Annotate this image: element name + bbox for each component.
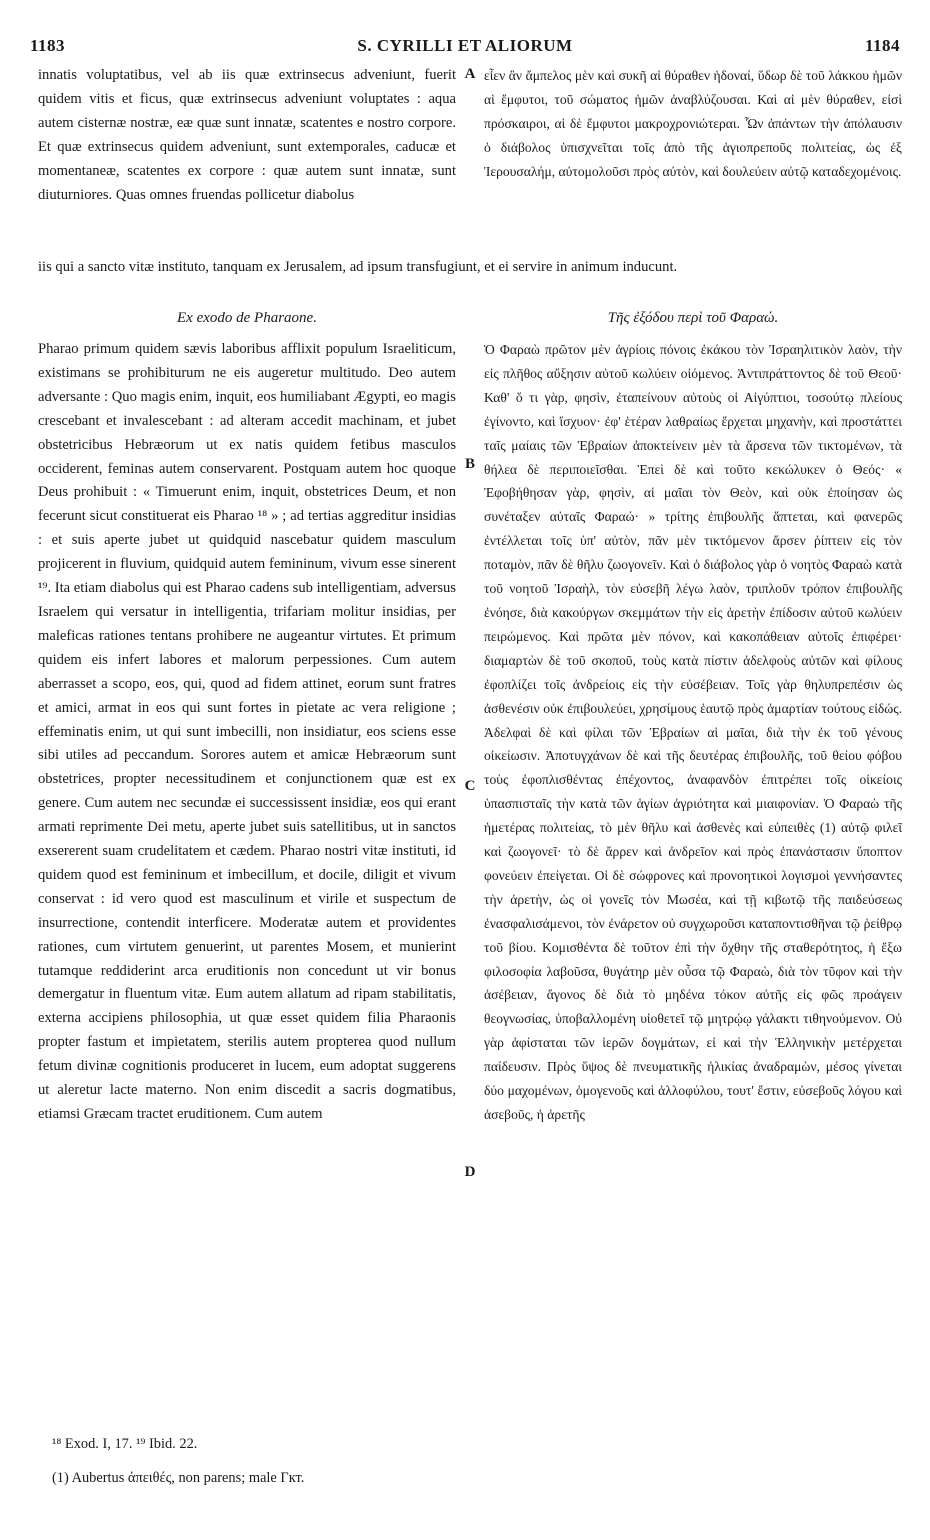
running-title: S. CYRILLI ET ALIORUM xyxy=(357,36,573,55)
latin-column-section-2 xyxy=(38,338,456,1127)
greek-section-heading: Τῆς ἐξόδου περὶ τοῦ Φαραώ. xyxy=(607,310,779,326)
greek-paragraph: εἶεν ἂν ἄμπελος μὲν καὶ συκῆ αἱ θύραθεν ἡδοναί, ὕδωρ δὲ τοῦ λάκκου ἡμῶν αἱ ἔμφυτοι, τοῦ σώματος ἡμῶν ἀναβλύζουσαι. Καὶ αἱ μὲν θύραθεν, εἰσὶ πρόσκαιροι, αἱ δὲ ἔμφυτοι μακροχρονιώτεραι. Ὧν ἀπάντων τὴν ἀπόλαυσιν ὁ διάβολος ὑπισχνεῖται τοῖς ἀπὸ τῆς ἁγιοπρεποῦς πολιτείας, ὡς ἐξ Ἱερουσαλήμ, αὐτομολοῦσι πρὸς αὐτὸν, καὶ δουλεύειν αὐτῷ καταδεχομένοις. xyxy=(484,68,902,179)
latin-section-heading: Ex exodo de Pharaone. xyxy=(177,310,317,326)
latin-continuation: iis qui a sancto vitæ instituto, tanquam ex Jerusalem, ad ipsum transfugiunt, et ei servire in animum inducunt. xyxy=(38,259,678,275)
footnote-critical: (1) Aubertus ἀπειθές, non parens; male Гкт. xyxy=(52,1470,305,1486)
greek-column-section-2 xyxy=(484,338,902,1127)
greek-paragraph: Ὁ Φαραὼ πρῶτον μὲν ἀγρίοις πόνοις ἐκάκου τὸν Ἰσραηλιτικὸν λαὸν, τὴν εἰς πλῆθος αὔξησιν αὐτοῦ κωλύειν οἰόμενος. Ἀντιπράττοντος δὲ τοῦ Θεοῦ· Καθ' ὅ τι γὰρ, φησὶν, ἐταπείνουν αὐτοὺς οἱ Αἰγύπτιοι, τοσούτῳ πλείους ἐγίνοντο, καὶ ἴσχυον· ἐφ' ἑτέραν λαθραίως ἔρχεται μηχανὴν, καὶ προστάττει ταῖς μαίαις τῶν Ἑβραίων ἀποκτείνειν μὲν τὰ ἄρσενα τῶν τικτομένων, τὰ θήλεα δὲ περιποιεῖσθαι. Ἐπεὶ δὲ καὶ τοῦτο κεκώλυκεν ὁ Θεός· « Ἐφοβήθησαν γὰρ, φησὶν, αἱ μαῖαι τὸν Θεὸν, καὶ οὐκ ἐποίησαν ὡς συνέταξεν αὐταῖς Φαραώ· » τρίτης ἐπιβουλῆς ἅπτεται, καὶ φανερῶς ἐντέλλεται τοῖς ὑπ' αὐτὸν, πᾶν μὲν τικτόμενον ἄρσεν ῥίπτειν εἰς τὸν ποταμὸν, πᾶν δὲ θῆλυ ζωογονεῖν. Καὶ ὁ διάβολος γὰρ ὁ νοητὸς Φαραὼ κατὰ τοῦ νοητοῦ Ἰσραὴλ, τὸν εὐσεβῆ λέγω λαὸν, τριπλοῦν τρόπον ἐπιβουλῆς ἐνόησε, διὰ κακούργων σκεμμάτων τὴν εἰς ἀρετὴν ἐπίδοσιν αὐτοῦ κωλύειν πειρώμενος. Καὶ πρῶτα μὲν πόνον, καὶ κακοπάθειαν αὐτοῖς ἐπιφέρει· διαμαρτὼν δὲ τοῦ σκοποῦ, τοὺς κατὰ πίστιν ἀδελφοὺς αὐτῶν καὶ φίλους ἐφοπλίζει τοῖς ἀνδρείοις εἰς τὴν εὐσέβειαν. Τοῖς γὰρ θηλυπρεπέσιν ὡς ἀσθενέσιν οὐκ ἐπιβουλεύει, χρησίμους ἑαυτῷ πρὸς ἁμαρτίαν τούτους εἰδώς. Ἀδελφαὶ δὲ καὶ φίλαι τῶν Ἑβραίων αἱ μαῖαι, διὰ τὴν ἐκ τοῦ γένους οἰκείωσιν. Ἀποτυγχάνων δὲ καὶ τῆς δευτέρας ἐπιβουλῆς, τοῦ θείου φόβου τοὺς ἐφοπλισθέντας ἐπέχοντος, ἀναφανδὸν ἐπιτρέπει τοῖς οἰκείοις ὑπασπισταῖς τὴν κατὰ τῶν ἁγίων ἀγριότητα καὶ μιαιφονίαν. Ὁ Φαραὼ τῆς ἡμετέρας πολιτείας, τὸ μὲν θῆλυ καὶ ἀσθενὲς καὶ εὐπειθὲς (1) αὐτῷ φιλεῖ καὶ ζωογονεῖ· τὸ δὲ ἄρρεν καὶ ἀνδρεῖον καὶ πρὸς ἐπανάστασιν ὕποπτον φονεύειν ἐπείγεται. Οἱ δὲ σώφρονες καὶ προνοητικοὶ λογισμοὶ γεννήσαντες τὴν ἀρετὴν, ὡς οἱ γονεῖς τὸν Μωσέα, καὶ τῇ κιβωτῷ τῆς παιδεύσεως ἐνασφαλισάμενοι, τὸν ἐνάρετον οὐ συγχωροῦσι καταποντισθῆναι τῷ ῥείθρῳ τοῦ βίου. Κομισθέντα δὲ τοῦτον ἐπὶ τὴν ὄχθην τῆς σταθερότητος, ἡ ἔξω φιλοσοφία λαβοῦσα, θυγάτηρ μὲν οὖσα τῷ Φαραὼ, διὰ τὸν τῦφον καὶ τὴν ἀσέβειαν, ἄγονος δὲ διὰ τὸ μηδένα τόκον αὐτῆς εἰς φῶς προάγειν θεογνωσίας, ὑποβαλλομένη υἱοθετεῖ τῷ μητρῴῳ γάλακτι τιθηνούμενον. Οὐ γὰρ ἀφίσταται τῶν ἱερῶν δογμάτων, εἰ καὶ τὴν Ἑλληνικὴν μετέρχεται παίδευσιν. Πρὸς ὕψος δὲ πνευματικῆς ἡλικίας ἀναδραμὼν, μέσος γίνεται δύο μαχομένων, ὁμογενοῦς καὶ ἀλλοφύλου, τουτ' ἔστιν, εὐσεβοῦς λόγου καὶ ἀσεβοῦς, ἡ ἀρετῆς xyxy=(484,342,902,1122)
page-number-left: 1183 xyxy=(30,36,66,55)
running-header xyxy=(30,36,900,60)
latin-paragraph: Pharao primum quidem sævis laboribus afflixit populum Israeliticum, existimans se prohibiturum ne eis augeretur multitudo. Deo autem adversante : Quo magis enim, inquit, eos humiliabant Ægypti, eo magis crescebant et invalescebant : ad alteram accedit machinam, et jubet obstetricibus Hebræorum ut ex natis quidem fetibus masculos occiderent, feminas autem conservarent. Postquam autem hoc quoque Deus prohibuit : « Timuerunt enim, inquit, obstetrices Deum, et non fecerunt sicut constituerat eis Pharao ¹⁸ » ; ad tertias aggreditur insidias : et suis aperte jubet ut quidquid nascebatur quidem masculum projicerent in fluvium, quidquid autem femininum, vivum esse sinerent ¹⁹. Ita etiam diabolus qui est Pharao cadens sub intelligentiam, adversus Israelem qui versatur in intelligentia, trifariam molitur insidias, per maleficas rationes tentans prohibere ne augeantur virtutes. Et primum quidem eis infert labores et malorum perpessiones. Cum autem aberrasset a scopo, eos, qui, quod ad fidem attinet, eorum sunt fratres et amici, armat in eos qui sunt fortes in pietate ac vera religione ; effeminatis enim, ut qui sunt imbecilli, non insidiatur, eos sciens esse sibi utiles ad peccandum. Sorores autem et amicæ Hebræorum sunt obstetrices, propter necessitudinem et conjunctionem quæ est ex genere. Cum autem nec secundæ ei successissent insidiæ, eos qui erant armati reprimente Dei metu, aperte jubet suis satellitibus, ut in sanctos exsererent suam crudelitatem et cædem. Pharao nostri vitæ instituti, id quidem quod est femininum et imbecillum, et docile, diligit et vivum conservat : id vero quod est masculinum et virile et suspectum de insurrectione, contendit interficere. Moderatæ autem et providentes rationes, cum virtutem genuerint, ut parentes Mosem, et munierint tutamque reddiderint arca eruditionis non concedunt ut vir bonus demergatur in fluentum vitæ. Eum autem allatum ad ripam stabilitatis, externa accipiens philosophia, ut quæ esset quidem filia Pharaonis propter fastum et impietatem, sterilis autem propterea quod nullum fetum divinæ cognitionis produceret in lucem, eum adoptat suggerens ut aleretur lacte materno. Non enim discedit a sacris dogmatibus, etiamsi Græcam tractet eruditionem. Cum autem xyxy=(38,341,456,1122)
page-number-right: 1184 xyxy=(864,36,900,55)
footnotes xyxy=(52,1432,304,1490)
margin-marker-a: A xyxy=(464,66,476,82)
margin-marker-c: C xyxy=(464,778,476,794)
greek-column-section-1 xyxy=(484,64,902,184)
latin-column-section-1 xyxy=(38,64,456,207)
margin-marker-b: B xyxy=(464,456,475,472)
footnote-scripture: ¹⁸ Exod. I, 17. ¹⁹ Ibid. 22. xyxy=(52,1436,198,1452)
margin-marker-d: D xyxy=(464,1164,476,1180)
latin-paragraph: innatis voluptatibus, vel ab iis quæ extrinsecus adveniunt, fuerit quidem vitis et ficus, quæ extrinsecus adveniunt voluptates : aqua autem cisternæ nostræ, eæ quæ sunt innatæ, scatentes e nostro corpore. Et quæ extrinsecus quidem adveniunt, sunt extemporales, caducæ et momentaneæ, scatentes ex corpore : quæ autem sunt innatæ, sunt diuturniores. Quas omnes fruendas pollicetur diabolus xyxy=(38,67,456,203)
